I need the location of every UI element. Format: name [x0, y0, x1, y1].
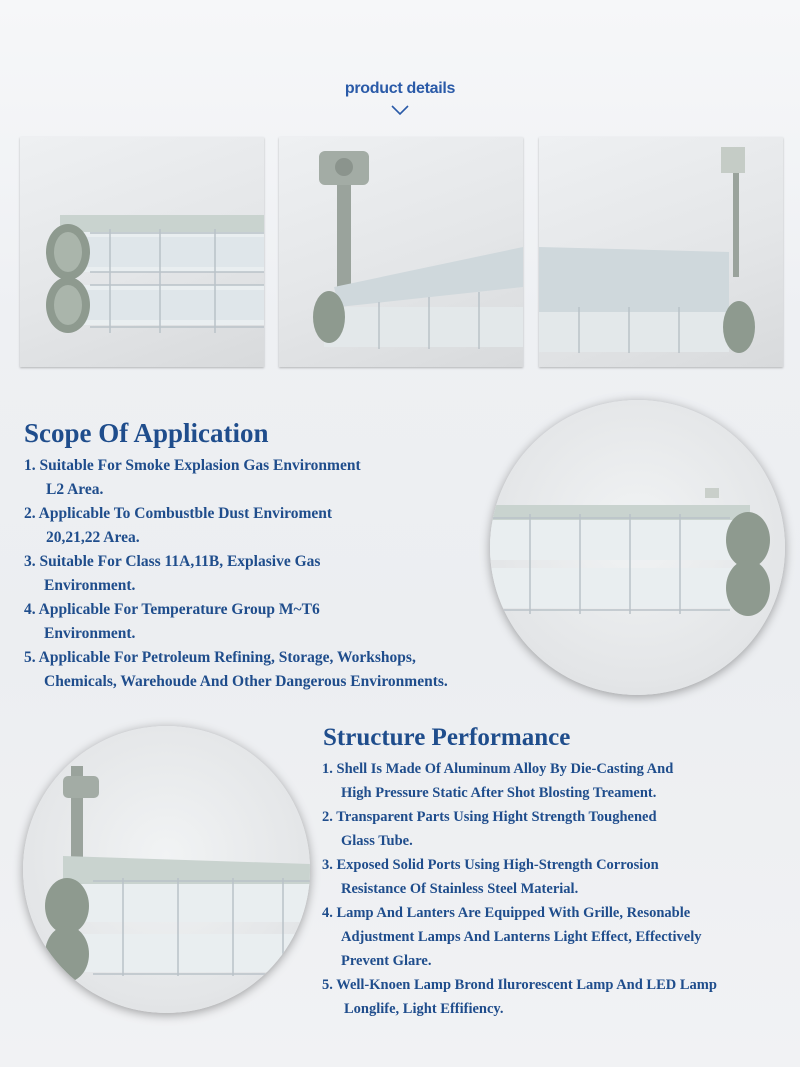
list-item: 1. Shell Is Made Of Aluminum Alloy By Die-Casting And High Pressure Static After Shot Blosting Treament. — [322, 761, 674, 801]
list-item: 2. Applicable To Combustble Dust Enviroment 20,21,22 Area. — [24, 505, 333, 546]
product-photo-bracket-right — [539, 137, 783, 367]
list-item: 4. Applicable For Temperature Group M~T6 Environment. — [24, 601, 320, 642]
list-item: 4. Lamp And Lanters Are Equipped With Grille, Resonable Adjustment Lamps And Lanterns Light Effect, Effectively Prevent Glare. — [322, 905, 702, 969]
list-item: 5. Applicable For Petroleum Refining, Storage, Workshops, Chemicals, Warehoude And Other Dangerous Environments. — [24, 649, 448, 690]
product-photo-front — [20, 137, 264, 367]
structure-list — [322, 757, 717, 1021]
product-photo-bracket-left — [279, 137, 523, 367]
scope-heading: Scope Of Application — [24, 418, 269, 448]
list-item: 3. Suitable For Class 11A,11B, Explasive Gas Environment. — [24, 553, 321, 594]
section-header — [0, 80, 800, 98]
product-photo-circle-right — [490, 400, 785, 695]
list-item: 2. Transparent Parts Using Hight Strength Toughened Glass Tube. — [322, 809, 657, 849]
list-item: 5. Well-Knoen Lamp Brond Ilurorescent Lamp And LED Lamp Longlife, Light Effifiency. — [322, 977, 717, 1017]
list-item: 3. Exposed Solid Ports Using High-Strength Corrosion Resistance Of Stainless Steel Material. — [322, 857, 659, 897]
scope-list — [24, 454, 448, 694]
product-details-title: product details — [344, 80, 456, 97]
list-item: 1. Suitable For Smoke Explasion Gas Environment L2 Area. — [24, 457, 361, 498]
chevron-down-icon — [390, 104, 410, 116]
structure-heading: Structure Performance — [323, 724, 571, 751]
product-photo-circle-left — [23, 726, 310, 1013]
